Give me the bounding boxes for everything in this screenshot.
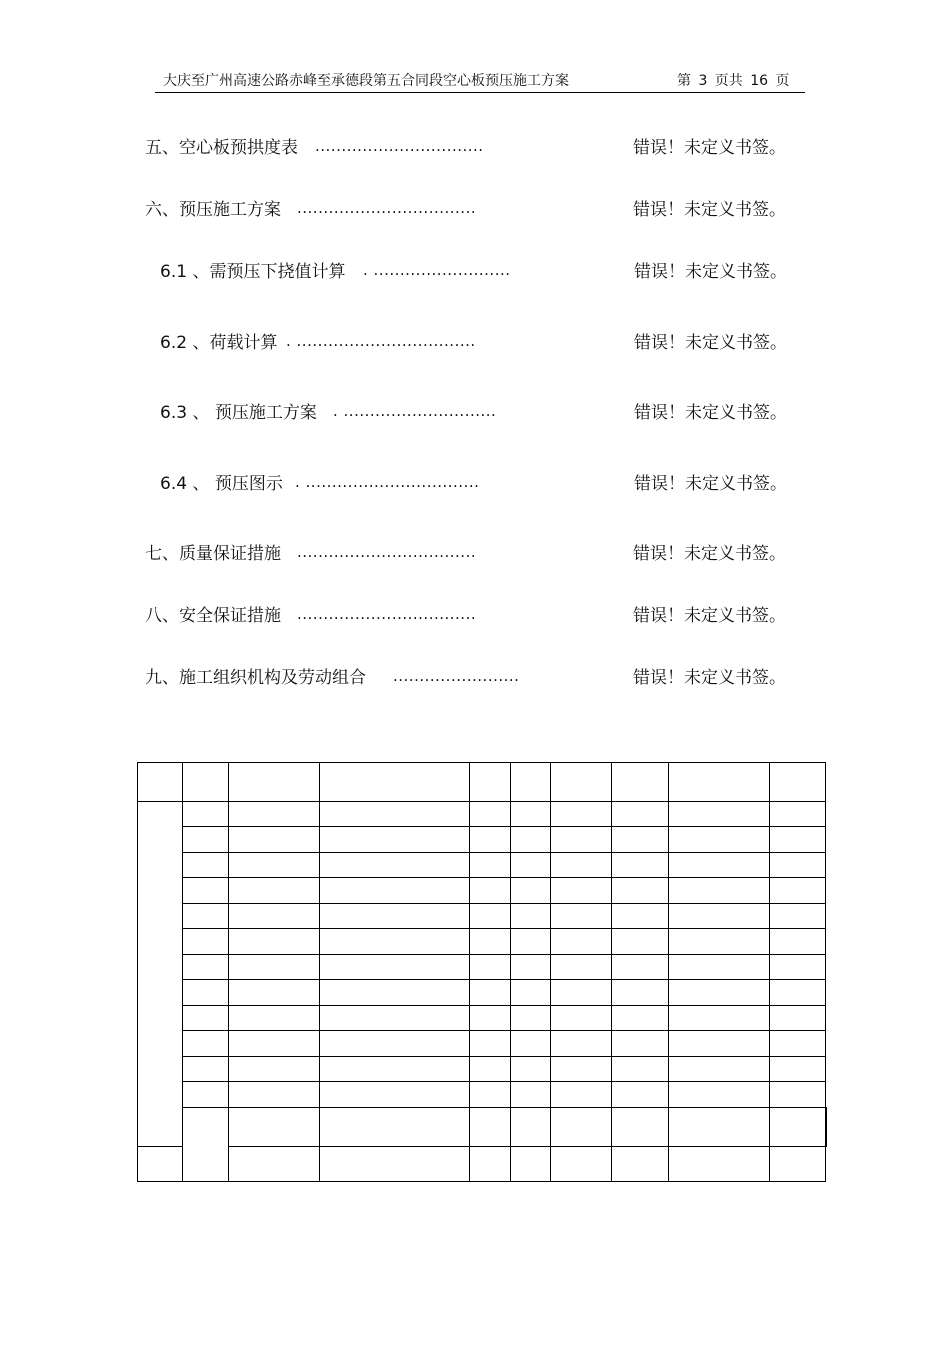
toc-leader-dots: ........................ (393, 667, 520, 685)
toc-entry-status: 错误！未定义书签。 (633, 606, 786, 626)
table-row (138, 955, 827, 980)
toc-entry[interactable] (160, 401, 795, 425)
table-row (138, 1031, 827, 1057)
toc-entry-label: 七、质量保证措施 (145, 544, 281, 564)
empty-grid-table (137, 762, 827, 1182)
document-title: 大庆至广州高速公路赤峰至承德段第五合同段空心板预压施工方案 (163, 73, 569, 89)
toc-leader-dots: .................................. (297, 605, 477, 623)
toc-leader-dots: ................................ (315, 137, 484, 155)
merged-group-cell (183, 1108, 229, 1182)
toc-entry-status: 错误！未定义书签。 (634, 333, 787, 353)
table-row (138, 1057, 827, 1082)
table-row (138, 904, 827, 929)
table-row (138, 1006, 827, 1031)
table-row (138, 878, 827, 904)
toc-entry[interactable] (145, 136, 795, 160)
toc-entry[interactable] (160, 260, 795, 284)
toc-entry-label: 六、预压施工方案 (145, 200, 281, 220)
toc-leader-dots: . .......................... (363, 261, 511, 279)
toc-entry-status: 错误！未定义书签。 (634, 403, 787, 423)
table-row (138, 1108, 827, 1147)
toc-leader-dots: .................................. (297, 199, 477, 217)
toc-entry-label: 九、施工组织机构及劳动组合 (145, 668, 366, 688)
toc-entry-status: 错误！未定义书签。 (634, 474, 787, 494)
table-row (138, 802, 827, 827)
toc-entry-status: 错误！未定义书签。 (634, 262, 787, 282)
table-row (138, 980, 827, 1006)
table-row (138, 929, 827, 955)
toc-entry-status: 错误！未定义书签。 (633, 544, 786, 564)
table-row (138, 853, 827, 878)
toc-entry[interactable] (160, 331, 795, 355)
toc-leader-dots: .................................. (297, 543, 477, 561)
toc-entry[interactable] (145, 666, 795, 690)
toc-entry-label: 6.2 、荷载计算 (160, 333, 278, 353)
toc-leader-dots: . .................................. (286, 332, 476, 350)
toc-entry-status: 错误！未定义书签。 (633, 200, 786, 220)
toc-entry-label: 6.3 、 预压施工方案 (160, 403, 317, 423)
toc-entry[interactable] (160, 472, 795, 496)
table-row (138, 1082, 827, 1108)
toc-entry[interactable] (145, 198, 795, 222)
toc-entry-label: 6.4 、 预压图示 (160, 474, 283, 494)
toc-entry-status: 错误！未定义书签。 (633, 138, 786, 158)
toc-entry[interactable] (145, 542, 795, 566)
table-row (138, 827, 827, 853)
table-header-row (138, 763, 827, 802)
toc-leader-dots: . ............................. (333, 402, 497, 420)
toc-entry-label: 6.1 、需预压下挠值计算 (160, 262, 346, 282)
toc-entry-label: 八、安全保证措施 (145, 606, 281, 626)
page-number: 第 3 页共 16 页 (677, 73, 790, 89)
merged-group-cell (138, 802, 183, 1147)
toc-entry-label: 五、空心板预拱度表 (145, 138, 298, 158)
toc-leader-dots: . ................................. (295, 473, 480, 491)
table-row (138, 1147, 827, 1182)
toc-entry[interactable] (145, 604, 795, 628)
toc-entry-status: 错误！未定义书签。 (633, 668, 786, 688)
